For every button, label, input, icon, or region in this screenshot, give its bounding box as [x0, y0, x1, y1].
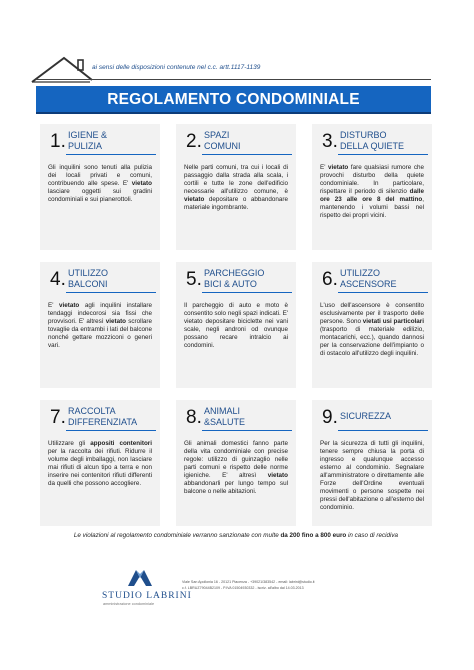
- rule-title-line1: UTILIZZO: [340, 268, 380, 278]
- rule-title-line1: SICUREZZA: [340, 411, 392, 421]
- rule-body-text: L'uso dell'ascensore è consentito esclusivamente per il trasporto delle persone. Sono: [320, 302, 424, 325]
- rule-header: [48, 128, 158, 154]
- rule-body-emphasis: dalle ore 23 alle ore 8 del mattino: [320, 188, 424, 203]
- rule-body-text: lasciare oggetti sui gradini condominiali e sui pianerottoli.: [48, 188, 152, 203]
- rule-title: [204, 130, 241, 152]
- rule-header: [184, 266, 294, 292]
- rule-body-emphasis: vietato: [58, 302, 80, 309]
- rule-card-4: [40, 262, 160, 388]
- rule-body-emphasis: vietato: [267, 472, 288, 479]
- rule-body: [176, 160, 296, 212]
- rule-body-text: E': [48, 302, 59, 309]
- rule-body: [40, 160, 160, 204]
- rule-header: [320, 128, 430, 154]
- rule-underline: [202, 292, 292, 293]
- rule-title-line2: &SALUTE: [204, 417, 246, 427]
- rule-card-1: [40, 124, 160, 250]
- sanctions-amount: da 200 fino a 800 euro: [280, 532, 347, 539]
- contact-line-2: c.f. LBRUZ79044B2109 - P.IVA 01504930332 - iscriz. all'albo dal 14.03.2013: [182, 586, 304, 590]
- rule-body: [176, 436, 296, 496]
- rule-title-line2: COMUNI: [204, 141, 241, 151]
- brand-name: STUDIO LABRINI: [102, 591, 192, 601]
- rule-underline: [202, 154, 292, 155]
- rule-title-line1: UTILIZZO: [68, 268, 108, 278]
- rule-body-emphasis: vietati usi particolari: [362, 318, 424, 325]
- rule-body: [176, 298, 296, 350]
- studio-logo-icon: [126, 566, 154, 588]
- rule-body-text: depositare o abbandonare materiale ingombrante.: [184, 196, 288, 211]
- brand-tagline: amministrazione condominiale: [103, 602, 155, 606]
- rule-title: [204, 406, 245, 428]
- rule-card-2: [176, 124, 296, 250]
- rule-body-text: abbandonarli per lungo tempo sul balcone o nelle abitazioni.: [184, 480, 288, 495]
- rule-title: [340, 130, 404, 152]
- rule-title-line2: DIFFERENZIATA: [68, 417, 138, 427]
- rule-card-3: [312, 124, 432, 250]
- rule-card-9: [312, 400, 432, 526]
- rule-title-line1: RACCOLTA: [68, 406, 116, 416]
- rule-underline: [66, 430, 156, 431]
- house-roof-icon: [30, 54, 100, 86]
- rule-card-8: [176, 400, 296, 526]
- rule-number: 1.: [50, 131, 66, 152]
- rule-underline: [338, 154, 428, 155]
- rule-number: 5.: [186, 269, 202, 290]
- rule-title: [340, 411, 391, 422]
- rule-card-7: [40, 400, 160, 526]
- rule-body-emphasis: vietato: [105, 318, 127, 325]
- rule-card-5: [176, 262, 296, 388]
- rule-body-text: Per la sicurezza di tutti gli inquilini, tenere sempre chiusa la porta di ingresso e qualunque accesso esterno al condominio. Segnalare all'amministratore o direttamente alle Forze dell'Ordine eventuali movimenti o persone sospette nei pressi dell'abitazione o all'esterno del condominio.: [320, 440, 424, 511]
- rule-number: 3.: [322, 131, 338, 152]
- rule-title-line1: SPAZI: [204, 130, 230, 140]
- rule-body-text: Gli animali domestici fanno parte della vita condominiale con precise regole: utilizzo di guinzaglio nelle parti comuni e rispetto delle norme igieniche. E' altresì: [184, 440, 288, 479]
- rule-number: 6.: [322, 269, 338, 290]
- rule-body-emphasis: vietato: [327, 164, 349, 171]
- rule-title-line1: PARCHEGGIO: [204, 268, 265, 278]
- rule-underline: [202, 430, 292, 431]
- rule-body-emphasis: vietato: [184, 196, 205, 203]
- rule-title-line2: ASCENSORE: [340, 279, 397, 289]
- rule-title-line2: DELLA QUIETE: [340, 141, 405, 151]
- rule-body: [40, 298, 160, 350]
- rule-header: [184, 128, 294, 154]
- rule-body-text: Nelle parti comuni, tra cui i locali di passaggio dalla strada alla scala, i cortili e tutte le zone dell'edificio necessarie all'utilizzo comune, è: [184, 164, 288, 195]
- rule-underline: [66, 292, 156, 293]
- rule-body-text: (trasporto di materiale edilizio, montacarichi, ecc.), quando dannosi per la conservazione dell'impianto o di ostacolo all'utilizzo degli inquilini.: [320, 326, 424, 357]
- rule-title: [68, 268, 108, 290]
- rule-body-text: Gli inquilini sono tenuti alla pulizia dei locali privati e comuni, contribuendo alle spese. E': [48, 164, 152, 187]
- rule-body-text: per la raccolta dei rifiuti. Ridurre il volume degli imballaggi, non lasciare mai rifiuti di alcun tipo a terra e non inserire nei contenitori rifiuti differenti da quelli che possono accogliere.: [48, 448, 152, 487]
- rule-underline: [66, 154, 156, 155]
- rule-header: [320, 404, 430, 430]
- rule-title: [68, 406, 137, 428]
- rule-body-text: agli inquilini installare tendaggi indecorosi sia fissi che provvisori. E' altresì: [48, 302, 152, 325]
- rule-body-text: scrollare tovaglie da entrambi i lati del balcone nonché gettare mozziconi o generi vari.: [48, 318, 152, 349]
- rule-title-line1: ANIMALI: [204, 406, 241, 416]
- rule-number: 9.: [322, 407, 338, 428]
- rule-title: [204, 268, 264, 290]
- rule-body-text: E': [320, 164, 328, 171]
- contact-info: [182, 579, 392, 591]
- rule-underline: [338, 430, 428, 431]
- rule-number: 2.: [186, 131, 202, 152]
- rule-header: [48, 404, 158, 430]
- rule-number: 8.: [186, 407, 202, 428]
- rule-body-emphasis: vietato: [131, 180, 152, 187]
- rule-card-6: [312, 262, 432, 388]
- rule-body: [312, 298, 432, 358]
- rule-body: [312, 160, 432, 220]
- rule-body-text: Il parcheggio di auto e moto è consentito solo negli spazi indicati. E' vietato depositare biciclette nei vani scale, negli androni od ovunque possano recare intralcio ai condomini.: [184, 302, 288, 349]
- rule-number: 4.: [50, 269, 66, 290]
- rule-header: [320, 266, 430, 292]
- page-title: REGOLAMENTO CONDOMINIALE: [107, 91, 360, 108]
- sanctions-note: [36, 532, 436, 539]
- contact-line-1: Viale San Apollonia 16 - 20121 Piacenza - +39021/383542 - email: labrini@studio.it: [182, 580, 315, 584]
- rule-title-line2: BALCONI: [68, 279, 108, 289]
- rule-body: [40, 436, 160, 488]
- rule-body: [312, 436, 432, 512]
- sanctions-note-text: Le violazioni al regolamento condominiale verranno sanzionate con multe: [73, 532, 281, 539]
- rule-underline: [338, 292, 428, 293]
- law-reference: ai sensi delle disposizioni contenute nel c.c. artt.1117-1139: [92, 64, 261, 71]
- sanctions-note-end: in caso di recidiva: [346, 532, 399, 539]
- rule-title-line2: PULIZIA: [68, 141, 103, 151]
- rule-body-emphasis: appositi contenitori: [90, 440, 152, 447]
- rule-title: [68, 130, 107, 152]
- rule-title-line1: DISTURBO: [340, 130, 387, 140]
- rule-body-text: fare qualsiasi rumore che provochi disturbo della quiete condominiale. In particolare, rispettare il periodo di silenzio: [320, 164, 425, 195]
- rule-title-line1: IGIENE &: [68, 130, 108, 140]
- rule-header: [48, 266, 158, 292]
- rule-header: [184, 404, 294, 430]
- rule-body-text: Utilizzare gli: [48, 440, 91, 447]
- rule-number: 7.: [50, 407, 66, 428]
- rule-body-text: , mantenendo i volumi bassi nel rispetto dei propri vicini.: [320, 196, 424, 219]
- rules-grid: [40, 124, 432, 530]
- rule-title: [340, 268, 397, 290]
- rule-title-line2: BICI & AUTO: [204, 279, 257, 289]
- header-divider: [36, 79, 431, 80]
- title-banner: [36, 86, 431, 114]
